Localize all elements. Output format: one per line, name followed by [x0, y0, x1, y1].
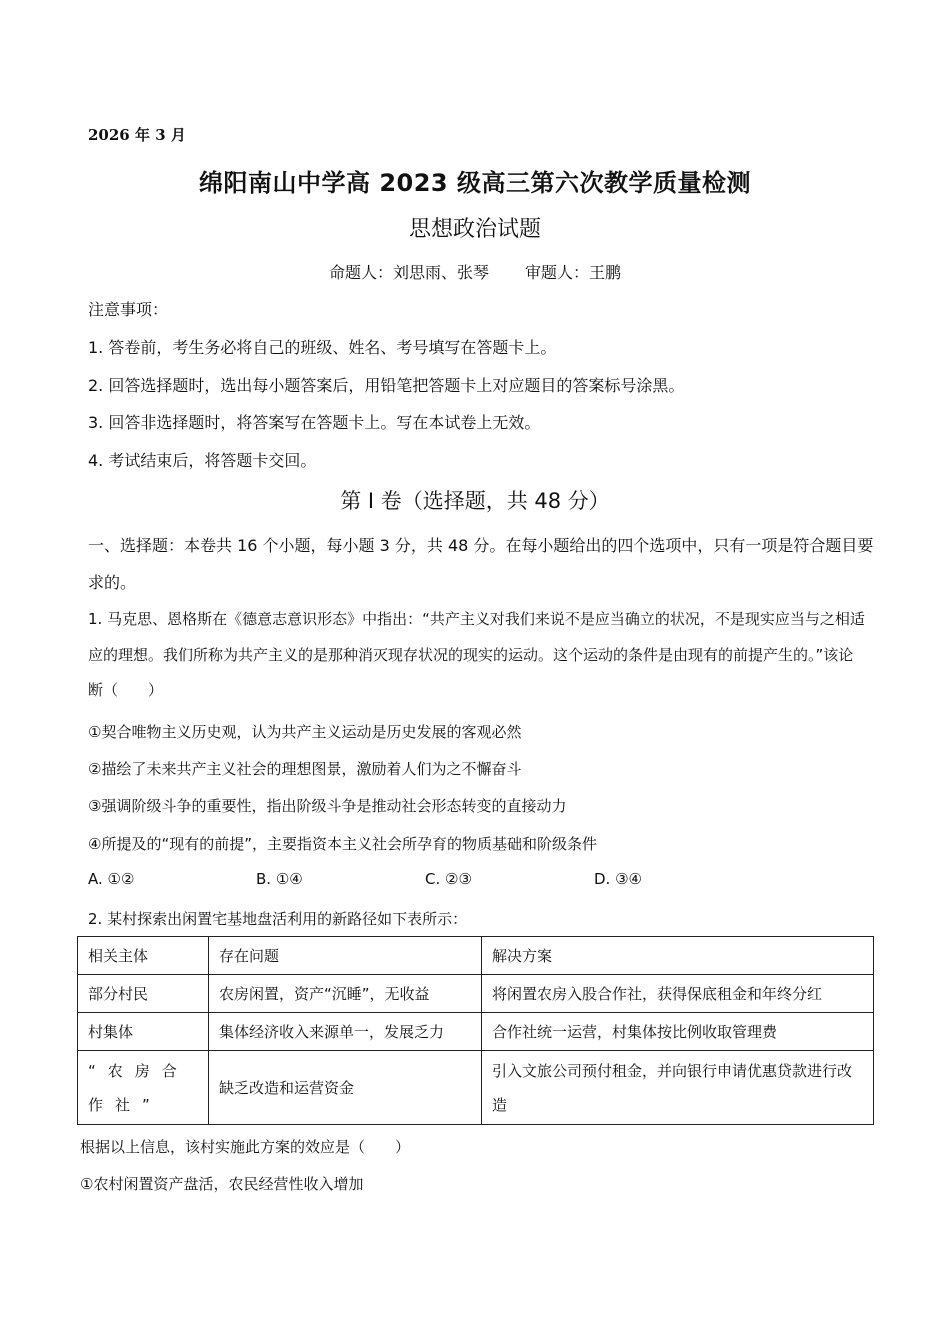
table-cell: 将闲置农房入股合作社，获得保底租金和年终分红: [482, 975, 874, 1013]
exam-subtitle: 思想政治试题: [408, 217, 541, 242]
question-1-option: ④所提及的“现有的前提”，主要指资本主义社会所孕育的物质基础和阶级条件: [88, 835, 597, 853]
question-1-option: ②描绘了未来共产主义社会的理想图景，激励着人们为之不懈奋斗: [88, 760, 522, 778]
question-2-option: ①农村闲置资产盘活，农民经营性收入增加: [80, 1175, 364, 1193]
section-instructions: 一、选择题：本卷共 16 个小题，每小题 3 分，共 48 分。在每小题给出的四个选项中，只有一项是符合题目要求的。: [88, 536, 874, 592]
table-header-row: [78, 937, 874, 975]
table-header-cell: 解决方案: [482, 937, 874, 975]
exam-date: 2026 年 3 月: [88, 126, 186, 144]
notice-item: 2. 回答选择题时，选出每小题答案后，用铅笔把答题卡上对应题目的答案标号涂黑。: [88, 376, 685, 395]
table-cell: 缺乏改造和运营资金: [209, 1051, 482, 1125]
section-title: 第 Ⅰ 卷（选择题，共 48 分）: [340, 489, 610, 513]
choice-a: A. ①②: [88, 870, 135, 888]
notice-item: 3. 回答非选择题时，将答案写在答题卡上。写在本试卷上无效。: [88, 413, 541, 432]
question-setter: 命题人：刘思雨、张琴: [328, 263, 489, 282]
table-cell: 引入文旅公司预付租金，并向银行申请优惠贷款进行改造: [482, 1051, 874, 1125]
question-1-stem: 1. 马克思、恩格斯在《德意志意识形态》中指出：“共产主义对我们来说不是应当确立的状况，不是现实应当与之相适应的理想。我们所称为共产主义的是那种消灭现存状况的现实的运动。这个运动的条件是由现有的前提产生的。”该论断（ ）: [88, 610, 865, 699]
table-cell: 部分村民: [78, 975, 209, 1013]
question-2-stem: 2. 某村探索出闲置宅基地盘活利用的新路径如下表所示：: [88, 910, 468, 928]
table-row: [78, 1013, 874, 1051]
question-1-option: ①契合唯物主义历史观，认为共产主义运动是历史发展的客观必然: [88, 723, 522, 741]
table-row: [78, 1051, 874, 1125]
exam-title: 绵阳南山中学高 2023 级高三第六次教学质量检测: [198, 169, 751, 197]
notice-item: 1. 答卷前，考生务必将自己的班级、姓名、考号填写在答题卡上。: [88, 338, 557, 357]
choice-c: C. ②③: [425, 870, 472, 888]
table-cell: 集体经济收入来源单一，发展乏力: [209, 1013, 482, 1051]
authors-line: [0, 260, 950, 283]
table-row: [78, 975, 874, 1013]
question-2-table: [77, 936, 874, 1125]
table-cell: 合作社统一运营，村集体按比例收取管理费: [482, 1013, 874, 1051]
question-2-followup: 根据以上信息，该村实施此方案的效应是（ ）: [80, 1138, 411, 1156]
notice-item: 4. 考试结束后，将答题卡交回。: [88, 451, 317, 470]
table-cell: 村集体: [78, 1013, 209, 1051]
question-reviewer: 审题人：王鹏: [525, 263, 622, 282]
question-1-option: ③强调阶级斗争的重要性，指出阶级斗争是推动社会形态转变的直接动力: [88, 797, 567, 815]
table-cell: “农房合作社”: [78, 1051, 209, 1125]
table-header-cell: 存在问题: [209, 937, 482, 975]
notice-heading: 注意事项：: [88, 300, 169, 319]
choice-d: D. ③④: [594, 870, 642, 888]
table-cell: 农房闲置，资产“沉睡”，无收益: [209, 975, 482, 1013]
choice-b: B. ①④: [256, 870, 303, 888]
table-header-cell: 相关主体: [78, 937, 209, 975]
